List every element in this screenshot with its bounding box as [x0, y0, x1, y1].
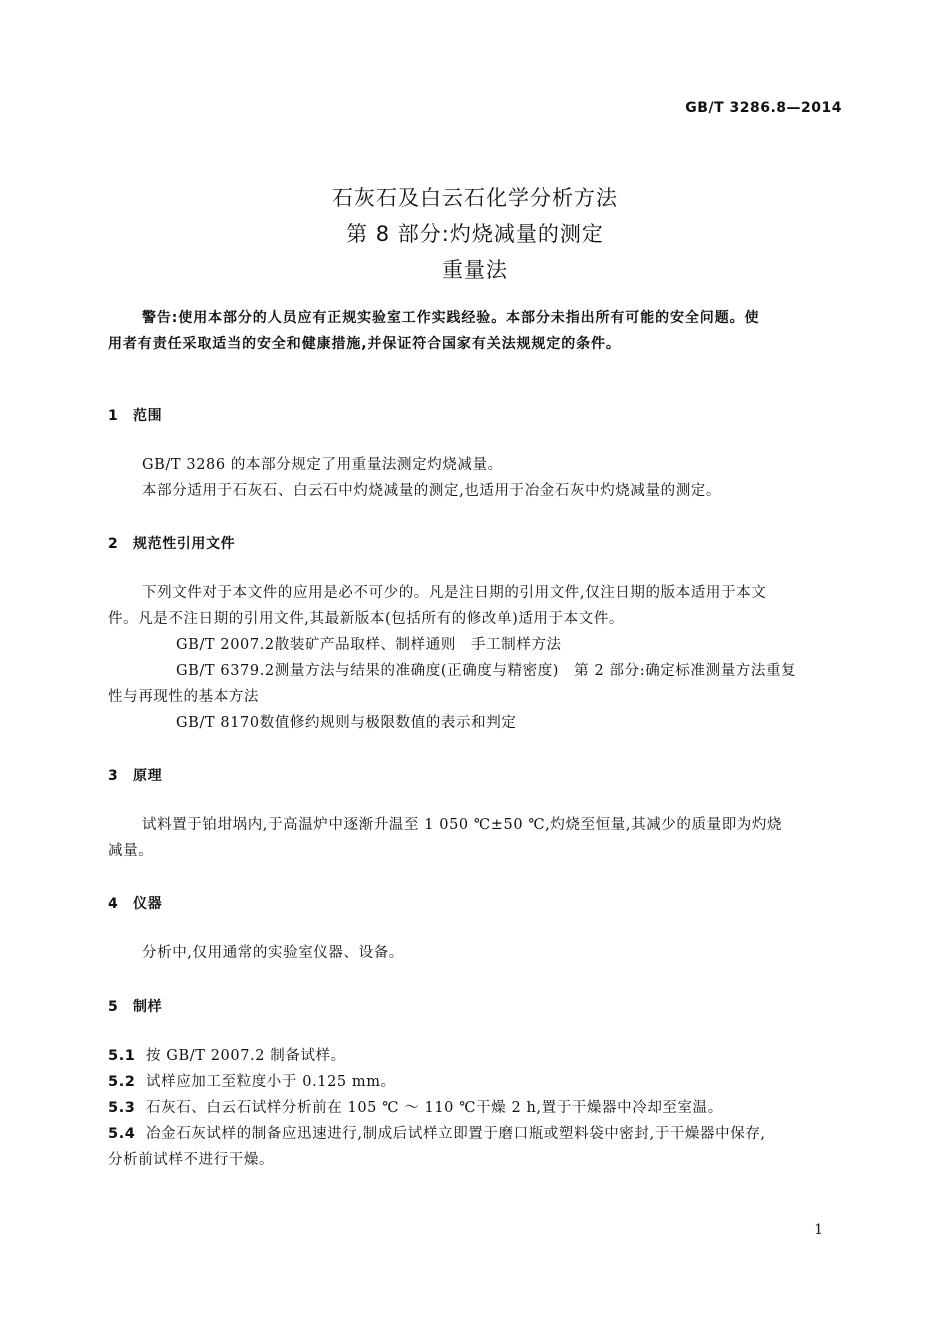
subclause-number: 5.1 [108, 1048, 136, 1064]
reference-item [108, 710, 843, 736]
title-line-1: 石灰石及白云石化学分析方法 [332, 186, 618, 210]
section-title: 制样 [133, 999, 163, 1015]
reference-title: 测量方法与结果的准确度(正确度与精密度) 第 2 部分:确定标准测量方法重复 [274, 663, 797, 679]
principle-line-2: 减量。 [108, 843, 154, 859]
warning-line-1: 警告:使用本部分的人员应有正规实验室工作实践经验。本部分未指出所有可能的安全问题。使 [142, 310, 760, 326]
section-title: 仪器 [133, 896, 163, 912]
subclause-number: 5.3 [108, 1100, 136, 1116]
list-item [108, 1043, 843, 1069]
subclause-text-continued: 分析前试样不进行干燥。 [108, 1152, 275, 1168]
warning-line-2: 用者有责任采取适当的安全和健康措施,并保证符合国家有关法规规定的条件。 [108, 336, 621, 352]
section-number: 3 [108, 768, 119, 784]
section-number: 2 [108, 536, 119, 552]
subclause-text: 试样应加工至粒度小于 0.125 mm。 [146, 1074, 396, 1090]
list-item [108, 1069, 843, 1095]
scope-paragraph [108, 452, 843, 504]
section-heading-scope [108, 405, 162, 425]
scope-line-2: 本部分适用于石灰石、白云石中灼烧减量的测定,也适用于冶金石灰中灼烧减量的测定。 [142, 483, 722, 499]
reference-title-continued: 性与再现性的基本方法 [108, 689, 259, 705]
title-line-3: 重量法 [442, 258, 508, 282]
standard-number: GB/T 3286.8—2014 [685, 100, 842, 116]
apparatus-paragraph [108, 940, 843, 966]
section-title: 原理 [133, 768, 163, 784]
sample-preparation-list [108, 1043, 843, 1173]
subclause-text: 石灰石、白云石试样分析前在 105 ℃ ～ 110 ℃干燥 2 h,置于干燥器中冷却至室温。 [146, 1100, 723, 1116]
section-heading-references [108, 533, 235, 553]
section-number: 5 [108, 999, 119, 1015]
title-line-2: 第 8 部分:灼烧减量的测定 [346, 222, 604, 246]
subclause-text: 冶金石灰试样的制备应迅速进行,制成后试样立即置于磨口瓶或塑料袋中密封,于干燥器中保存, [146, 1126, 766, 1142]
list-item [108, 1121, 843, 1147]
section-number: 4 [108, 896, 119, 912]
reference-item [108, 658, 843, 684]
section-number: 1 [108, 408, 119, 424]
references-intro-line-1: 下列文件对于本文件的应用是必不可少的。凡是注日期的引用文件,仅注日期的版本适用于本文 [142, 585, 767, 601]
list-item [108, 1095, 843, 1121]
apparatus-line-1: 分析中,仅用通常的实验室仪器、设备。 [142, 945, 404, 961]
section-heading-sample-preparation [108, 996, 162, 1016]
principle-line-1: 试料置于铂坩埚内,于高温炉中逐渐升温至 1 050 ℃±50 ℃,灼烧至恒量,其减少的质量即为灼烧 [142, 817, 783, 833]
principle-paragraph [108, 812, 843, 864]
subclause-text: 按 GB/T 2007.2 制备试样。 [146, 1048, 346, 1064]
reference-title: 散装矿产品取样、制样通则 手工制样方法 [274, 637, 562, 653]
section-heading-principle [108, 765, 162, 785]
reference-code: GB/T 8170 [176, 715, 260, 731]
reference-item [108, 632, 843, 658]
section-heading-apparatus [108, 893, 162, 913]
warning-paragraph [108, 305, 843, 357]
references-intro-line-2: 件。凡是不注日期的引用文件,其最新版本(包括所有的修改单)适用于本文件。 [108, 611, 625, 627]
reference-code: GB/T 2007.2 [176, 637, 275, 653]
subclause-number: 5.2 [108, 1074, 136, 1090]
section-title: 范围 [133, 408, 163, 424]
reference-code: GB/T 6379.2 [176, 663, 275, 679]
subclause-number: 5.4 [108, 1126, 136, 1142]
reference-title: 数值修约规则与极限数值的表示和判定 [259, 715, 517, 731]
document-title [0, 180, 950, 288]
section-title: 规范性引用文件 [133, 536, 236, 552]
scope-line-1: GB/T 3286 的本部分规定了用重量法测定灼烧减量。 [142, 457, 503, 473]
references-paragraph [108, 580, 843, 736]
page-number: 1 [814, 1222, 823, 1238]
